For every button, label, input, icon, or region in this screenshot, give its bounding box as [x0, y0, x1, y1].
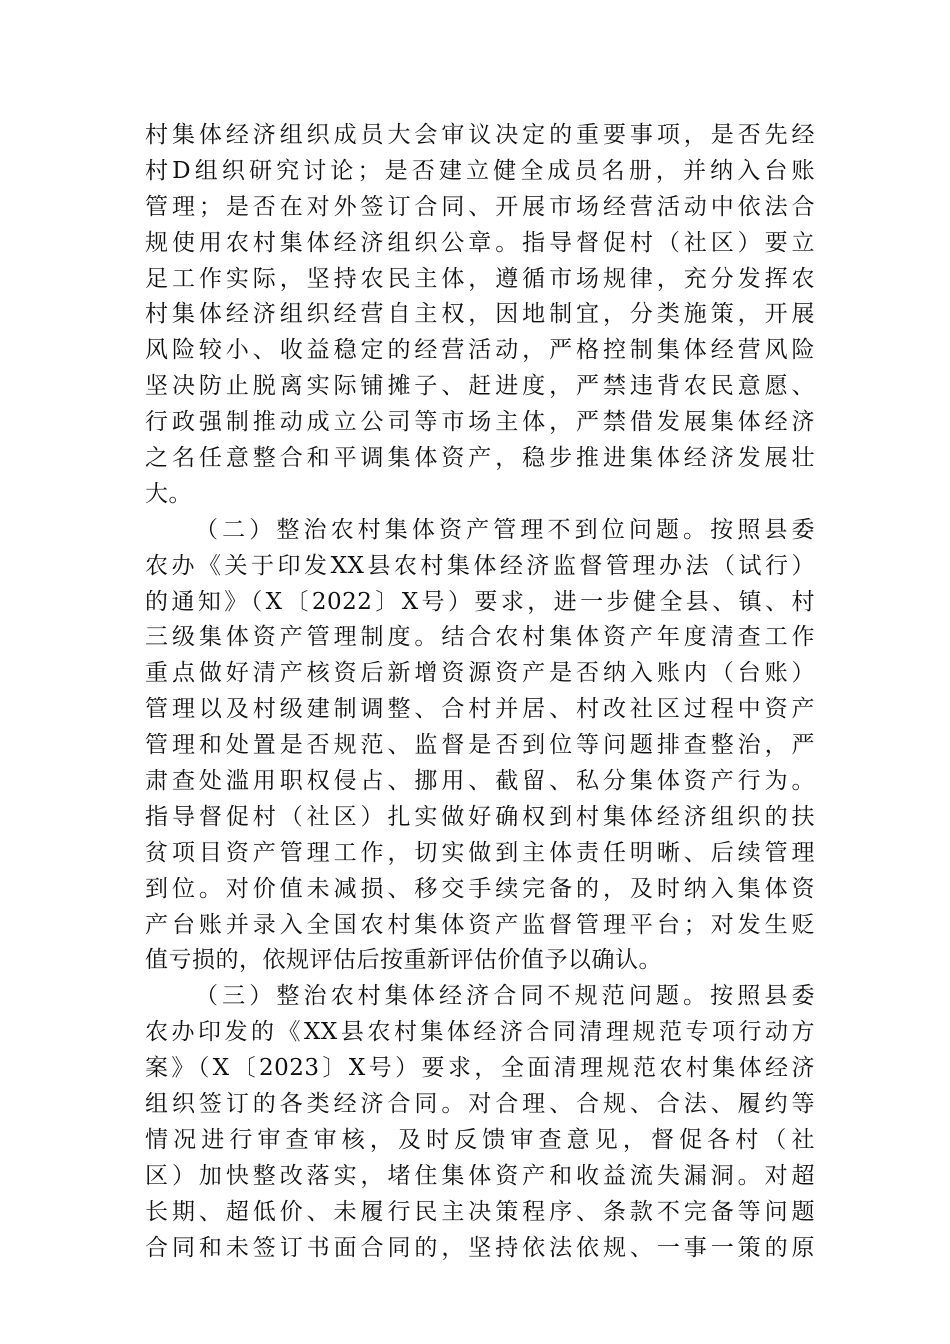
text-line: 管理以及村级建制调整、合村并居、村改社区过程中资产 — [145, 696, 815, 723]
body-text — [145, 118, 815, 1267]
text-line: 大。 — [145, 480, 192, 507]
text-line: 之名任意整合和平调集体资产，稳步推进集体经济发展壮 — [145, 445, 815, 472]
text-line: 管理；是否在对外签订合同、开展市场经营活动中依法合 — [145, 193, 815, 220]
text-line: 组织签订的各类经济合同。对合理、合规、合法、履约等 — [145, 1091, 815, 1118]
text-line: 区）加快整改落实，堵住集体资产和收益流失漏洞。对超 — [145, 1162, 815, 1189]
section-heading-line: （三）整治农村集体经济合同不规范问题。按照县委 — [195, 983, 815, 1010]
text-line: 值亏损的，依规评估后按重新评估价值予以确认。 — [145, 947, 662, 974]
text-line: 肃查处滥用职权侵占、挪用、截留、私分集体资产行为。 — [145, 768, 815, 795]
text-line: 情况进行审查审核，及时反馈审查意见，督促各村（社 — [145, 1126, 815, 1153]
text-line: 村集体经济组织经营自主权，因地制宜，分类施策，开展 — [145, 301, 815, 328]
text-line: 三级集体资产管理制度。结合农村集体资产年度清查工作 — [145, 624, 815, 651]
text-line: 风险较小、收益稳定的经营活动，严格控制集体经营风险 — [145, 337, 815, 364]
text-line: 农办《关于印发XX县农村集体经济监督管理办法（试行） — [145, 552, 815, 579]
text-line: 的通知》（X〔2022〕X号）要求，进一步健全县、镇、村 — [145, 588, 815, 615]
text-line: 村集体经济组织成员大会审议决定的重要事项，是否先经 — [145, 122, 815, 148]
text-line: 产台账并录入全国农村集体资产监督管理平台；对发生贬 — [145, 911, 815, 938]
text-line: 农办印发的《XX县农村集体经济合同清理规范专项行动方 — [145, 1019, 815, 1046]
text-line: 管理和处置是否规范、监督是否到位等问题排查整治，严 — [145, 732, 815, 759]
text-line: 指导督促村（社区）扎实做好确权到村集体经济组织的扶 — [145, 803, 815, 830]
text-line: 足工作实际，坚持农民主体，遵循市场规律，充分发挥农 — [145, 265, 815, 292]
section-heading-line: （二）整治农村集体资产管理不到位问题。按照县委 — [195, 516, 815, 543]
text-line: 案》（X〔2023〕X号）要求，全面清理规范农村集体经济 — [145, 1055, 815, 1082]
text-line: 坚决防止脱离实际铺摊子、赶进度，严禁违背农民意愿、 — [145, 373, 815, 400]
text-line: 村D组织研究讨论；是否建立健全成员名册，并纳入台账 — [145, 157, 815, 184]
text-line: 到位。对价值未减损、移交手续完备的，及时纳入集体资 — [145, 875, 815, 902]
text-line: 长期、超低价、未履行民主决策程序、条款不完备等问题 — [145, 1198, 815, 1225]
text-line: 规使用农村集体经济组织公章。指导督促村（社区）要立 — [145, 229, 815, 256]
text-line: 贫项目资产管理工作，切实做到主体责任明晰、后续管理 — [145, 839, 815, 866]
text-line: 合同和未签订书面合同的，坚持依法依规、一事一策的原 — [145, 1234, 815, 1261]
text-line: 重点做好清产核资后新增资源资产是否纳入账内（台账） — [145, 660, 815, 687]
text-line: 行政强制推动成立公司等市场主体，严禁借发展集体经济 — [145, 409, 815, 436]
